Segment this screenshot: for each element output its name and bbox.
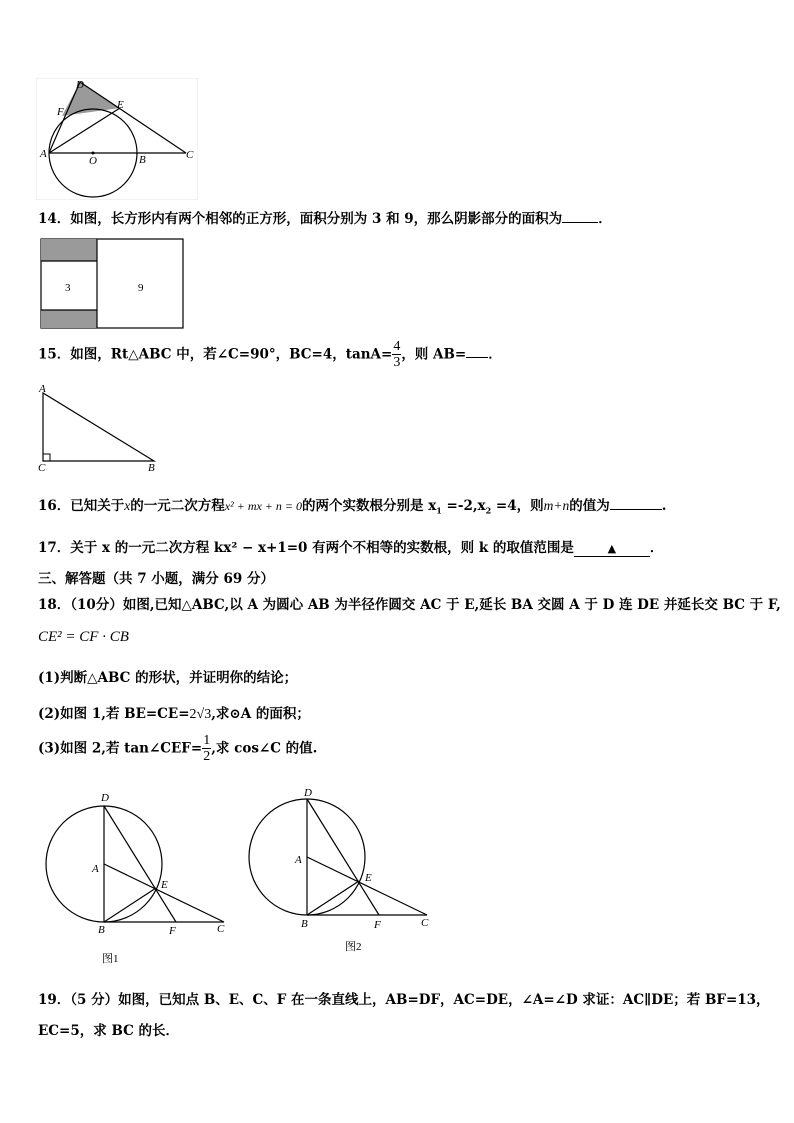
label-F: F — [57, 106, 64, 118]
equation: x² + mx + n = 0 — [224, 499, 303, 513]
circle-tangent-figure — [36, 78, 198, 200]
answer-blank — [610, 509, 662, 510]
svg-text:C: C — [421, 917, 429, 929]
figure-1-caption: 图1 — [102, 953, 119, 965]
question-19-line2: EC=5，求 BC 的长． — [38, 1023, 180, 1039]
question-19-line1: 19．（5 分）如图，已知点 B、E、C、F 在一条直线上，AB=DF，AC=DE，∠A=∠D 求证：AC∥DE；若 BF=13， — [38, 992, 770, 1008]
svg-text:E: E — [161, 879, 168, 891]
small-square-label: 3 — [65, 282, 71, 294]
question-14: 14．如图，长方形内有两个相邻的正方形，面积分别为 3 和 9，那么阴影部分的面积为 ． — [38, 211, 612, 227]
label-B: B — [139, 154, 146, 166]
question-18-line1: 18．（10分）如图,已知△ABC,以 A 为圆心 AB 为半径作圆交 AC 于 E,延长 BA 交圆 A 于 D 连 DE 并延长交 BC 于 F, — [38, 597, 781, 613]
answer-blank: ▲ — [574, 540, 650, 557]
label-C: C — [186, 149, 194, 161]
label-D: D — [76, 79, 84, 91]
label-C: C — [38, 462, 46, 473]
figure-1 — [40, 788, 240, 968]
q18-part3: (3)如图 2,若 tan∠CEF= $\frac{1}{2}$ ,求 cos∠C 的值. — [38, 733, 318, 765]
q18-part2: (2)如图 1,若 BE=CE=2√3,求⊙A 的面积； — [38, 706, 310, 722]
formula: CE² = CF · CB — [38, 629, 129, 645]
tan-fraction: $\frac{4}{3}$ — [393, 339, 401, 371]
label-E: E — [117, 99, 124, 111]
svg-text:E: E — [365, 872, 372, 884]
section-title: 三、解答题（共 7 小题，满分 69 分） — [38, 571, 274, 587]
svg-text:D: D — [101, 792, 109, 804]
question-15: 15．如图，Rt△ABC 中，若∠C=90°，BC=4，tanA= $\frac{4}{3}$ ，则 AB= ． — [38, 339, 502, 371]
q18-part1: (1)判断△ABC 的形状，并证明你的结论； — [38, 670, 298, 686]
tan-fraction: $\frac{1}{2}$ — [203, 733, 211, 765]
svg-text:B: B — [98, 924, 105, 936]
label-A: A — [39, 383, 46, 395]
svg-text:A: A — [92, 863, 99, 875]
answer-blank — [466, 357, 488, 358]
label-A: A — [40, 148, 47, 160]
svg-text:C: C — [217, 923, 225, 935]
svg-text:F: F — [169, 925, 176, 937]
figure-2-caption: 图2 — [345, 941, 362, 953]
figure-2 — [243, 785, 443, 963]
rectangle-squares-figure — [40, 238, 184, 330]
right-triangle-figure — [36, 381, 162, 473]
svg-text:B: B — [301, 918, 308, 930]
label-O: O — [89, 155, 97, 167]
big-square-label: 9 — [138, 282, 144, 294]
question-16: 16．已知关于x的一元二次方程x² + mx + n = 0的两个实数根分别是 $x_1 =-2,x_2 =4$，则m+n的值为 . — [38, 498, 667, 516]
svg-text:A: A — [295, 854, 302, 866]
question-17: 17．关于 x 的一元二次方程 kx² − x+1=0 有两个不相等的实数根，则 k 的取值范围是 ▲ ． — [38, 540, 664, 556]
answer-blank — [562, 222, 598, 223]
svg-text:F: F — [374, 919, 381, 931]
label-B: B — [148, 462, 155, 473]
svg-text:D: D — [304, 787, 312, 799]
